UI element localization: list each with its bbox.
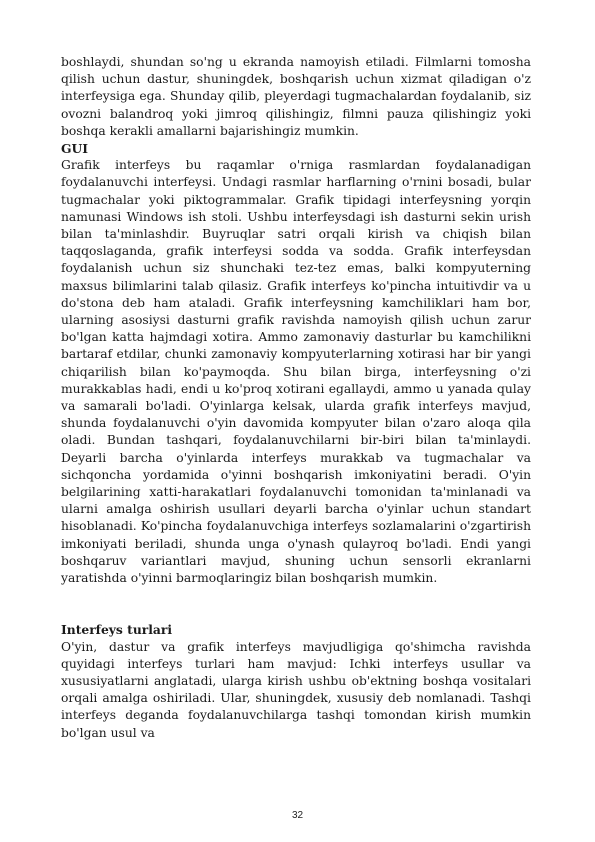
interface-types-paragraph: O'yin, dastur va grafik interfeys mavjudligiga qo'shimcha ravishda quyidagi interfeys turlari ham mavjud: Ichki interfeys usullar va xususiyatlarni anglatadi, ularga kirish ushbu ob'ektning boshqa vositalari orqali amalga oshiriladi. Ular, shuningdek, xususiy deb nomlanadi. Tashqi interfeys deganda foydalanuvchilarga tashqi tomondan kirish mumkin bo'lgan usul va <box>61 639 531 740</box>
page-body <box>61 54 531 742</box>
section-heading-interface-types: Interfeys turlari <box>61 622 173 638</box>
intro-paragraph: boshlaydi, shundan so'ng u ekranda namoyish etiladi. Filmlarni tomosha qilish uchun dastur, shuningdek, boshqarish uchun xizmat qiladigan o'z interfeysiga ega. Shunday qilib, pleyerdagi tugmachalardan foydalanib, siz ovozni balandroq yoki jimroq qilishingiz, filmni pauza qilishingiz yoki boshqa kerakli amallarni bajarishingiz mumkin. <box>61 55 531 138</box>
section-heading-gui: GUI <box>61 141 88 157</box>
section-spacer <box>61 587 531 621</box>
gui-paragraph: Grafik interfeys bu raqamlar o'rniga rasmlardan foydalanadigan foydalanuvchi interfeysi. Undagi rasmlar harflarning o'rnini bosadi, bular tugmachalar yoki piktogrammalar. Grafik tipidagi interfeysning yorqin namunasi Windows ish stoli. Ushbu interfeysdagi ish dasturni sekin urish bilan ta'minlashdir. Buyruqlar satri orqali kirish va chiqish bilan taqqoslaganda, grafik interfeysi sodda va sodda. Grafik interfeysdan foydalanish uchun siz shunchaki tez-tez emas, balki kompyuterning maxsus bilimlarini talab qilasiz. Grafik interfeys ko'pincha intuitivdir va u do'stona deb ham ataladi. Grafik interfeysning kamchiliklari ham bor, ularning asosiysi dasturni grafik ravishda namoyish qilish uchun zarur bo'lgan katta hajmdagi xotira. Ammo zamonaviy dasturlar bu kamchilikni bartaraf etdilar, chunki zamonaviy kompyuterlarning xotirasi har bir yangi chiqarilish bilan ko'paymoqda. Shu bilan birga, interfeysning o'zi murakkablas hadi, endi u ko'proq xotirani egallaydi, ammo u yanada qulay va samarali bo'ladi. O'yinlarga kelsak, ularda grafik interfeys mavjud, shunda foydalanuvchi o'yin davomida kompyuter bilan o'zaro aloqa qila oladi. Bundan tashqari, foydalanuvchilarni bir-biri bilan ta'minlaydi. Deyarli barcha o'yinlarda interfeys murakkab va tugmachalar va sichqoncha yordamida o'yinni boshqarish imkoniyatini beradi. O'yin belgilarining xatti-harakatlari foydalanuvchi tomonidan ta'minlanadi va ularni amalga oshirish usullari deyarli barcha o'yinlar uchun standart hisoblanadi. Ko'pincha foydalanuvchiga interfeys sozlamalarini o'zgartirish imkoniyati beriladi, shunda unga o'ynash qulayroq bo'ladi. Endi yangi boshqaruv variantlari mavjud, shuning uchun sensorli ekranlarni yaratishda o'yinni barmoqlaringiz bilan boshqarish mumkin. <box>61 158 531 586</box>
page-number: 32 <box>291 810 304 821</box>
